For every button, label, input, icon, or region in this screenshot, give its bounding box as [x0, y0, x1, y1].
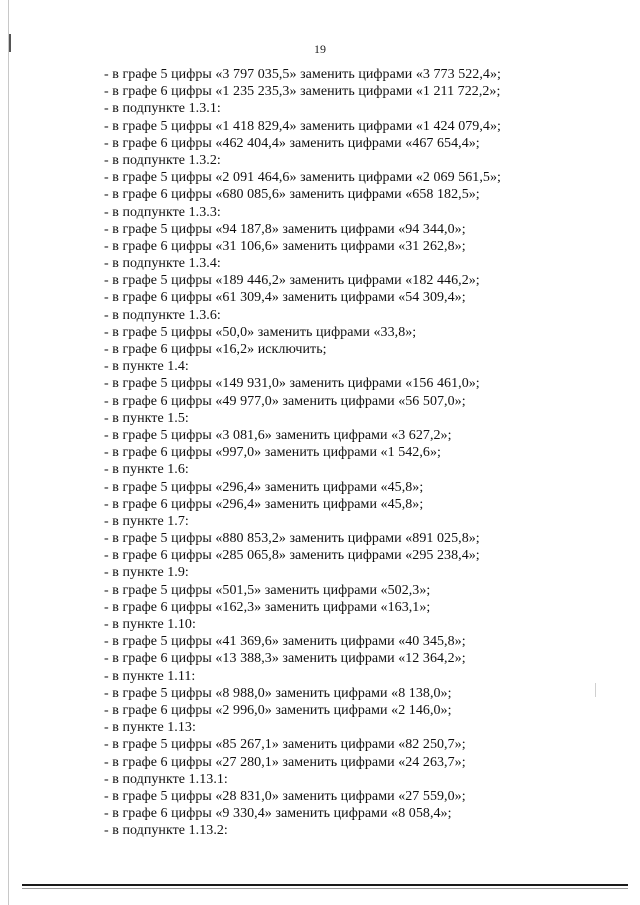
amendment-line: - в графе 5 цифры «3 081,6» заменить цифрами «3 627,2»; — [104, 427, 452, 443]
amendment-line: - в графе 5 цифры «296,4» заменить цифрами «45,8»; — [104, 479, 424, 495]
amendment-line: - в пункте 1.9: — [104, 565, 189, 581]
amendment-line: - в графе 6 цифры «285 065,8» заменить цифрами «295 238,4»; — [104, 548, 480, 564]
amendment-line: - в графе 6 цифры «162,3» заменить цифрами «163,1»; — [104, 599, 431, 615]
amendment-line: - в пункте 1.6: — [104, 462, 189, 478]
amendment-line: - в графе 6 цифры «2 996,0» заменить цифрами «2 146,0»; — [104, 702, 452, 718]
amendment-line: - в графе 5 цифры «501,5» заменить цифрами «502,3»; — [104, 582, 431, 598]
footer-rule — [22, 884, 628, 886]
amendment-line: - в графе 6 цифры «680 085,6» заменить цифрами «658 182,5»; — [104, 187, 480, 203]
amendment-line: - в подпункте 1.3.1: — [104, 101, 221, 117]
amendment-line: - в пункте 1.4: — [104, 359, 189, 375]
amendment-line: - в графе 5 цифры «1 418 829,4» заменить цифрами «1 424 079,4»; — [104, 118, 501, 134]
amendment-line: - в графе 5 цифры «149 931,0» заменить цифрами «156 461,0»; — [104, 376, 480, 392]
amendment-line: - в графе 6 цифры «49 977,0» заменить цифрами «56 507,0»; — [104, 393, 466, 409]
amendment-line: - в подпункте 1.3.2: — [104, 152, 221, 168]
footer-rule-shadow — [22, 888, 628, 889]
amendment-line: - в пункте 1.11: — [104, 668, 196, 684]
amendment-line: - в графе 6 цифры «997,0» заменить цифрами «1 542,6»; — [104, 445, 441, 461]
page-number: 19 — [314, 42, 326, 56]
amendment-line: - в пункте 1.7: — [104, 513, 189, 529]
amendment-line: - в графе 6 цифры «27 280,1» заменить цифрами «24 263,7»; — [104, 754, 466, 770]
amendment-line: - в пункте 1.5: — [104, 410, 189, 426]
amendment-line: - в графе 5 цифры «50,0» заменить цифрами «33,8»; — [104, 324, 417, 340]
amendment-line: - в подпункте 1.3.4: — [104, 256, 221, 272]
amendment-line: - в подпункте 1.13.2: — [104, 823, 228, 839]
amendment-line: - в графе 5 цифры «880 853,2» заменить цифрами «891 025,8»; — [104, 531, 480, 547]
amendment-line: - в подпункте 1.13.1: — [104, 771, 228, 787]
scan-speck — [595, 683, 596, 697]
amendment-line: - в подпункте 1.3.3: — [104, 204, 221, 220]
amendment-line: - в графе 5 цифры «2 091 464,6» заменить цифрами «2 069 561,5»; — [104, 170, 501, 186]
amendment-line: - в подпункте 1.3.6: — [104, 307, 221, 323]
amendment-line: - в графе 6 цифры «1 235 235,3» заменить цифрами «1 211 722,2»; — [104, 84, 501, 100]
amendment-line: - в пункте 1.13: — [104, 720, 196, 736]
amendment-line: - в графе 6 цифры «13 388,3» заменить цифрами «12 364,2»; — [104, 651, 466, 667]
amendment-line: - в графе 6 цифры «61 309,4» заменить цифрами «54 309,4»; — [104, 290, 466, 306]
amendment-line: - в графе 5 цифры «28 831,0» заменить цифрами «27 559,0»; — [104, 788, 466, 804]
amendment-line: - в графе 5 цифры «94 187,8» заменить цифрами «94 344,0»; — [104, 221, 466, 237]
amendment-line: - в графе 5 цифры «41 369,6» заменить цифрами «40 345,8»; — [104, 634, 466, 650]
amendment-line: - в графе 6 цифры «462 404,4» заменить цифрами «467 654,4»; — [104, 135, 480, 151]
amendment-list — [104, 66, 501, 839]
amendment-line: - в пункте 1.10: — [104, 617, 196, 632]
page-left-edge — [8, 0, 9, 905]
amendment-line: - в графе 6 цифры «31 106,6» заменить цифрами «31 262,8»; — [104, 238, 466, 254]
amendment-line: - в графе 5 цифры «85 267,1» заменить цифрами «82 250,7»; — [104, 737, 466, 753]
amendment-line: - в графе 6 цифры «296,4» заменить цифрами «45,8»; — [104, 496, 424, 512]
amendment-line: - в графе 5 цифры «8 988,0» заменить цифрами «8 138,0»; — [104, 685, 452, 701]
amendment-line: - в графе 5 цифры «3 797 035,5» заменить цифрами «3 773 522,4»; — [104, 67, 501, 82]
amendment-line: - в графе 5 цифры «189 446,2» заменить цифрами «182 446,2»; — [104, 273, 480, 289]
amendment-line: - в графе 6 цифры «9 330,4» заменить цифрами «8 058,4»; — [104, 806, 452, 822]
amendment-line: - в графе 6 цифры «16,2» исключить; — [104, 342, 327, 357]
